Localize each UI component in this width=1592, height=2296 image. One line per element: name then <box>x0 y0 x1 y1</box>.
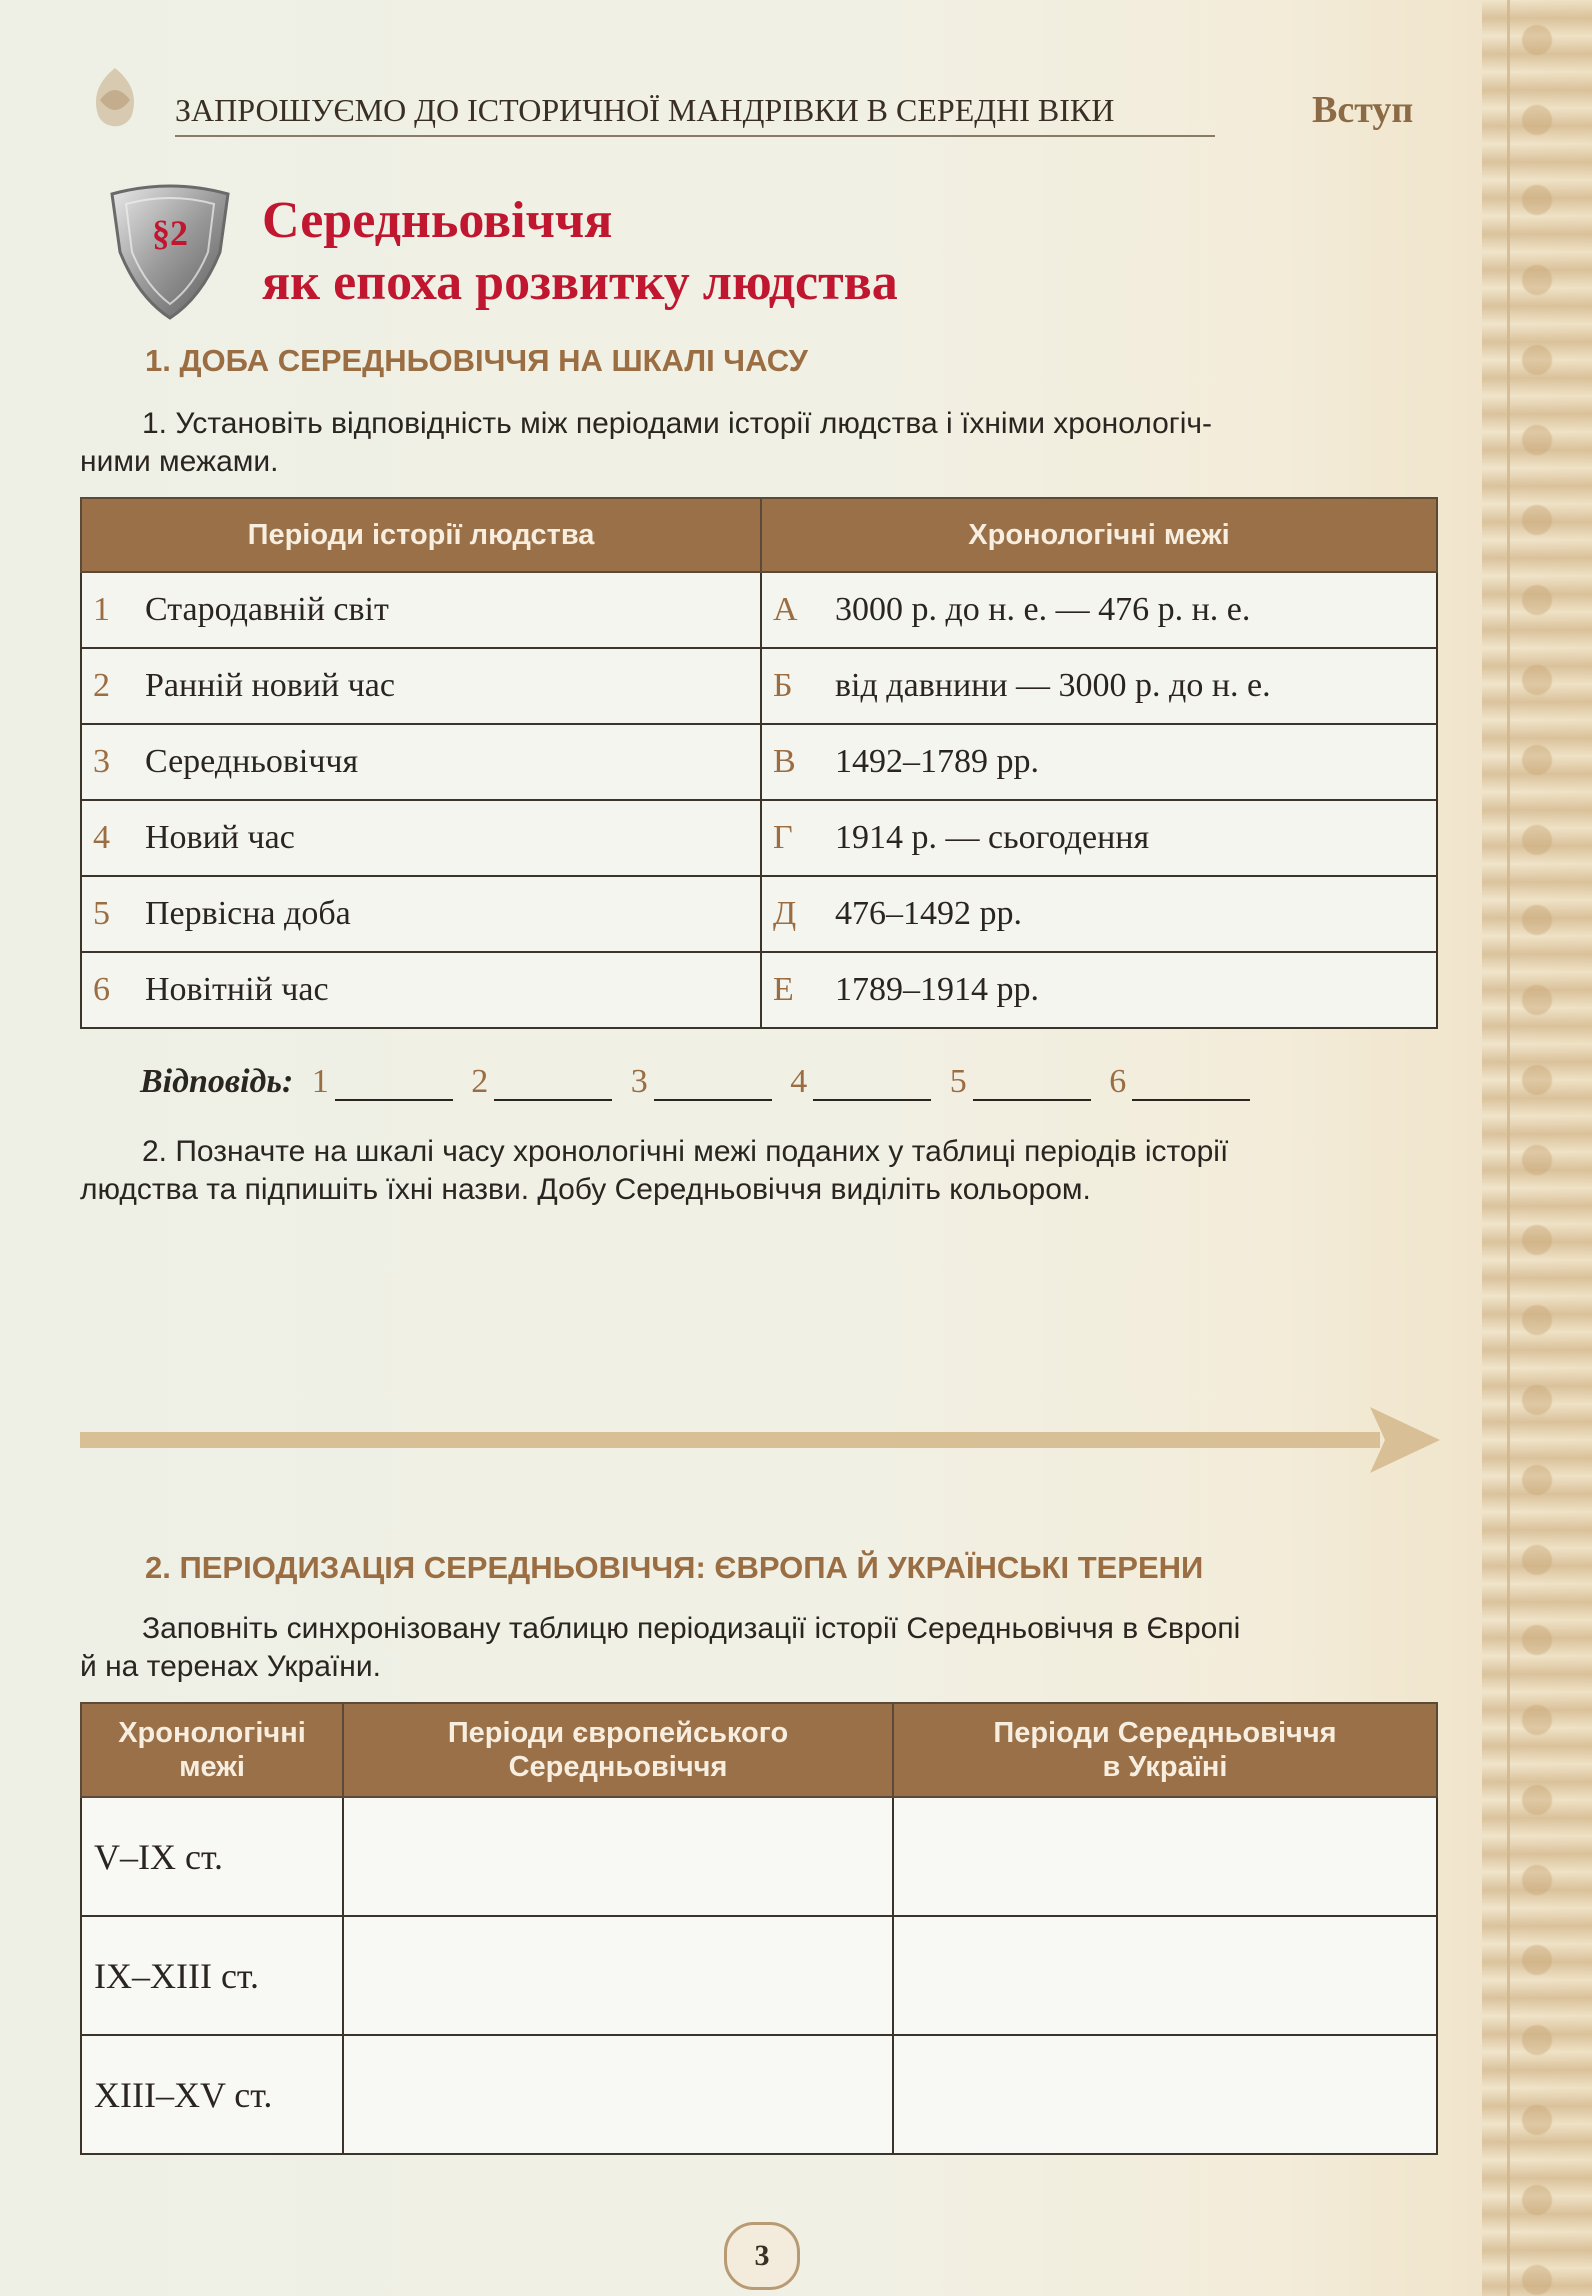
table-row <box>81 572 1437 648</box>
table-row <box>81 724 1437 800</box>
period-name: Новий час <box>145 819 295 856</box>
table-row <box>81 648 1437 724</box>
task2-line2: людства та підпишіть їхні назви. Добу Середньовіччя виділіть кольором. <box>80 1173 1091 1206</box>
europe-period-cell[interactable] <box>343 1916 893 2035</box>
header-line: Періоди Середньовіччя <box>993 1717 1337 1749</box>
answer-number: 2 <box>471 1063 489 1100</box>
row-number: 2 <box>93 667 110 704</box>
period-name: Середньовіччя <box>145 743 359 780</box>
page-border-ornament <box>1482 0 1592 2296</box>
table-header-periods: Періоди історії людства <box>81 498 761 572</box>
period-name: Ранній новий час <box>145 667 395 704</box>
table-row <box>81 876 1437 952</box>
periods-matching-table <box>80 497 1438 1029</box>
page-number: 3 <box>724 2222 800 2290</box>
row-letter: Г <box>773 819 793 856</box>
period-range: від давнини — 3000 р. до н. е. <box>835 667 1271 704</box>
paragraph-badge: §2 <box>152 213 188 253</box>
chapter-title-line1: Середньовіччя <box>262 192 613 249</box>
answer-blank-1[interactable] <box>335 1071 453 1101</box>
row-number: 4 <box>93 819 110 856</box>
table-row <box>81 952 1437 1028</box>
answer-blank-2[interactable] <box>494 1071 612 1101</box>
table-row <box>81 1916 1437 2035</box>
period-range: 1789–1914 рр. <box>835 971 1039 1008</box>
answer-line <box>140 1063 1250 1101</box>
period-range: 476–1492 рр. <box>835 895 1022 932</box>
section2-heading: 2. ПЕРІОДИЗАЦІЯ СЕРЕДНЬОВІЧЧЯ: ЄВРОПА Й УКРАЇНСЬКІ ТЕРЕНИ <box>145 1550 1204 1585</box>
chapter-title-line2: як епоха розвитку людства <box>262 254 898 311</box>
row-number: 5 <box>93 895 110 932</box>
europe-period-cell[interactable] <box>343 1797 893 1916</box>
period-name: Стародавній світ <box>145 591 389 628</box>
task1-text <box>80 405 1440 481</box>
row-letter: Е <box>773 971 794 1008</box>
table-header-ukraine <box>893 1703 1437 1797</box>
answer-number: 1 <box>311 1063 329 1100</box>
period-range: 3000 р. до н. е. — 476 р. н. е. <box>835 591 1251 628</box>
range-cell: V–IX ст. <box>81 1797 343 1916</box>
row-letter: Б <box>773 667 793 704</box>
row-letter: В <box>773 743 796 780</box>
period-range: 1914 р. — сьогодення <box>835 819 1150 856</box>
range-cell: XIII–XV ст. <box>81 2035 343 2154</box>
timeline-arrow[interactable] <box>80 1405 1440 1475</box>
row-letter: Д <box>773 895 797 932</box>
answer-blank-4[interactable] <box>813 1071 931 1101</box>
answer-blank-3[interactable] <box>654 1071 772 1101</box>
answer-number: 5 <box>949 1063 967 1100</box>
range-cell: IX–XIII ст. <box>81 1916 343 2035</box>
ukraine-period-cell[interactable] <box>893 1916 1437 2035</box>
period-range: 1492–1789 рр. <box>835 743 1039 780</box>
periodization-table <box>80 1702 1438 2155</box>
answer-number: 6 <box>1109 1063 1127 1100</box>
answer-blank-5[interactable] <box>973 1071 1091 1101</box>
header-line: межі <box>179 1751 245 1783</box>
header-line: в Україні <box>1102 1751 1228 1783</box>
table-header-ranges: Хронологічні межі <box>761 498 1437 572</box>
section2-task-line2: й на теренах України. <box>80 1650 381 1683</box>
header-decorative-icon <box>80 60 150 140</box>
row-letter: А <box>773 591 798 628</box>
task1-line2: ними межами. <box>80 445 279 478</box>
answer-label: Відповідь: <box>140 1063 294 1100</box>
ukraine-period-cell[interactable] <box>893 1797 1437 1916</box>
answer-number: 3 <box>630 1063 648 1100</box>
section2-task-text <box>80 1610 1440 1686</box>
running-header-section: Вступ <box>1312 89 1414 131</box>
europe-period-cell[interactable] <box>343 2035 893 2154</box>
period-name: Новітній час <box>145 971 329 1008</box>
table-row <box>81 1797 1437 1916</box>
task2-text <box>80 1133 1440 1209</box>
header-line: Хронологічні <box>118 1717 306 1749</box>
section2-task-line1: Заповніть синхронізовану таблицю періодизації історії Середньовіччя в Європі <box>142 1612 1241 1645</box>
page-border-line <box>1507 0 1510 2296</box>
chapter-title <box>262 190 898 314</box>
header-line: Періоди європейського <box>447 1717 789 1749</box>
row-number: 3 <box>93 743 110 780</box>
table-header-ranges <box>81 1703 343 1797</box>
answer-number: 4 <box>790 1063 808 1100</box>
ukraine-period-cell[interactable] <box>893 2035 1437 2154</box>
task1-line1: 1. Установіть відповідність між періодами історії людства і їхніми хронологіч- <box>142 407 1213 440</box>
header-line: Середньовіччя <box>508 1751 728 1783</box>
period-name: Первісна доба <box>145 895 351 932</box>
row-number: 6 <box>93 971 110 1008</box>
running-header-title: ЗАПРОШУЄМО ДО ІСТОРИЧНОЇ МАНДРІВКИ В СЕРЕДНІ ВІКИ <box>175 92 1215 137</box>
row-number: 1 <box>93 591 110 628</box>
table-row <box>81 2035 1437 2154</box>
table-row <box>81 800 1437 876</box>
table-header-europe <box>343 1703 893 1797</box>
section1-heading: 1. ДОБА СЕРЕДНЬОВІЧЧЯ НА ШКАЛІ ЧАСУ <box>145 343 808 378</box>
task2-line1: 2. Позначте на шкалі часу хронологічні межі поданих у таблиці періодів історії <box>142 1135 1229 1168</box>
answer-blank-6[interactable] <box>1132 1071 1250 1101</box>
